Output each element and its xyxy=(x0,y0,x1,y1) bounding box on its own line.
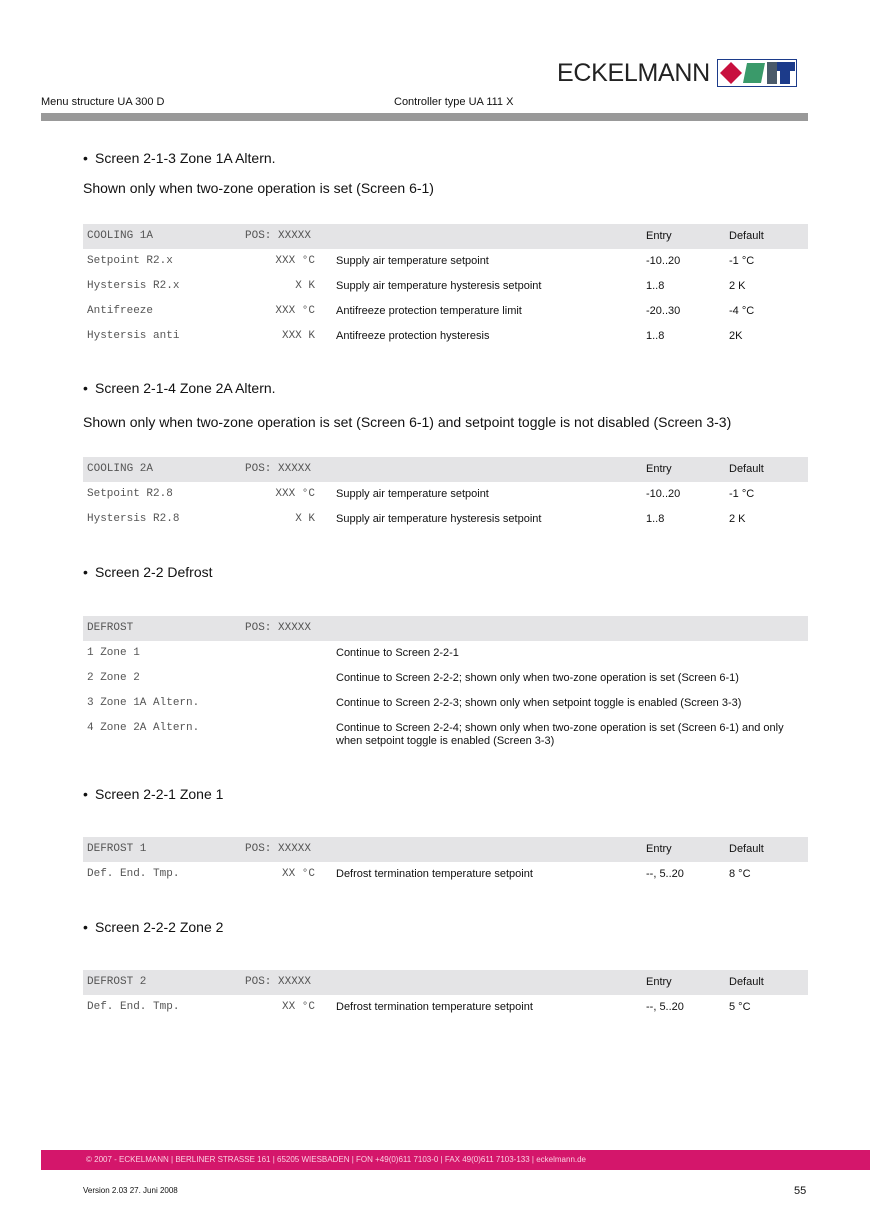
table-row: 4 Zone 2A Altern. Continue to Screen 2-2-4; shown only when two-zone operation is set (Screen 6-1) and only when setpoint toggle is enabled (Screen 3-3) xyxy=(87,722,784,747)
table-row: Def. End. Tmp. XX °C Defrost termination temperature setpoint --, 5..20 8 °C xyxy=(87,868,751,880)
table-row: 3 Zone 1A Altern. Continue to Screen 2-2-3; shown only when setpoint toggle is enabled (Screen 3-3) xyxy=(87,697,742,709)
header-controller-type: Controller type UA 111 X xyxy=(394,96,514,108)
table-header: DEFROST POS: XXXXX xyxy=(83,616,808,641)
bullet-icon: • xyxy=(83,919,88,935)
section-note: Shown only when two-zone operation is set (Screen 6-1) and setpoint toggle is not disabled (Screen 3-3) xyxy=(83,414,732,430)
header-document-title: Menu structure UA 300 D xyxy=(41,96,165,108)
parameter-table xyxy=(83,837,808,887)
table-header: COOLING 1A POS: XXXXX Entry Default xyxy=(83,224,808,249)
section-heading: • Screen 2-2-1 Zone 1 xyxy=(83,786,224,802)
bullet-icon: • xyxy=(83,150,88,166)
parameter-table xyxy=(83,970,808,1020)
table-header: COOLING 2A POS: XXXXX Entry Default xyxy=(83,457,808,482)
table-row: Hystersis anti XXX K Antifreeze protection hysteresis 1..8 2K xyxy=(87,330,743,342)
table-row: Antifreeze XXX °C Antifreeze protection temperature limit -20..30 -4 °C xyxy=(87,305,755,317)
logo-text: ECKELMANN xyxy=(557,58,710,87)
table-header: DEFROST 2 POS: XXXXX Entry Default xyxy=(83,970,808,995)
section-heading: • Screen 2-1-3 Zone 1A Altern. xyxy=(83,150,276,166)
parameter-table xyxy=(83,224,808,349)
section-heading: • Screen 2-1-4 Zone 2A Altern. xyxy=(83,380,276,396)
footer-contact: © 2007 - ECKELMANN | BERLINER STRASSE 161 | 65205 WIESBADEN | FON +49(0)611 7103-0 | FAX 49(0)611 7103-133 | eckelmann.de xyxy=(86,1155,587,1164)
table-row: 2 Zone 2 Continue to Screen 2-2-2; shown only when two-zone operation is set (Screen 6-1) xyxy=(87,672,739,684)
menu-table xyxy=(83,616,808,756)
bullet-icon: • xyxy=(83,564,88,580)
table-row: Hystersis R2.x X K Supply air temperature hysteresis setpoint 1..8 2 K xyxy=(87,280,746,292)
bullet-icon: • xyxy=(83,380,88,396)
header-divider xyxy=(41,113,808,121)
section-note: Shown only when two-zone operation is set (Screen 6-1) xyxy=(83,180,434,196)
table-header: DEFROST 1 POS: XXXXX Entry Default xyxy=(83,837,808,862)
footer-version: Version 2.03 27. Juni 2008 xyxy=(83,1186,178,1195)
parameter-table xyxy=(83,457,808,532)
bullet-icon: • xyxy=(83,786,88,802)
section-heading: • Screen 2-2 Defrost xyxy=(83,564,213,580)
page-number: 55 xyxy=(794,1185,807,1197)
table-row: Hystersis R2.8 X K Supply air temperature hysteresis setpoint 1..8 2 K xyxy=(87,513,746,525)
table-row: Def. End. Tmp. XX °C Defrost termination temperature setpoint --, 5..20 5 °C xyxy=(87,1001,751,1013)
table-row: Setpoint R2.8 XXX °C Supply air temperature setpoint -10..20 -1 °C xyxy=(87,488,755,500)
table-row: Setpoint R2.x XXX °C Supply air temperature setpoint -10..20 -1 °C xyxy=(87,255,755,267)
table-row: 1 Zone 1 Continue to Screen 2-2-1 xyxy=(87,647,459,659)
logo-mark-icon xyxy=(717,59,797,87)
logo xyxy=(557,57,797,89)
section-heading: • Screen 2-2-2 Zone 2 xyxy=(83,919,224,935)
